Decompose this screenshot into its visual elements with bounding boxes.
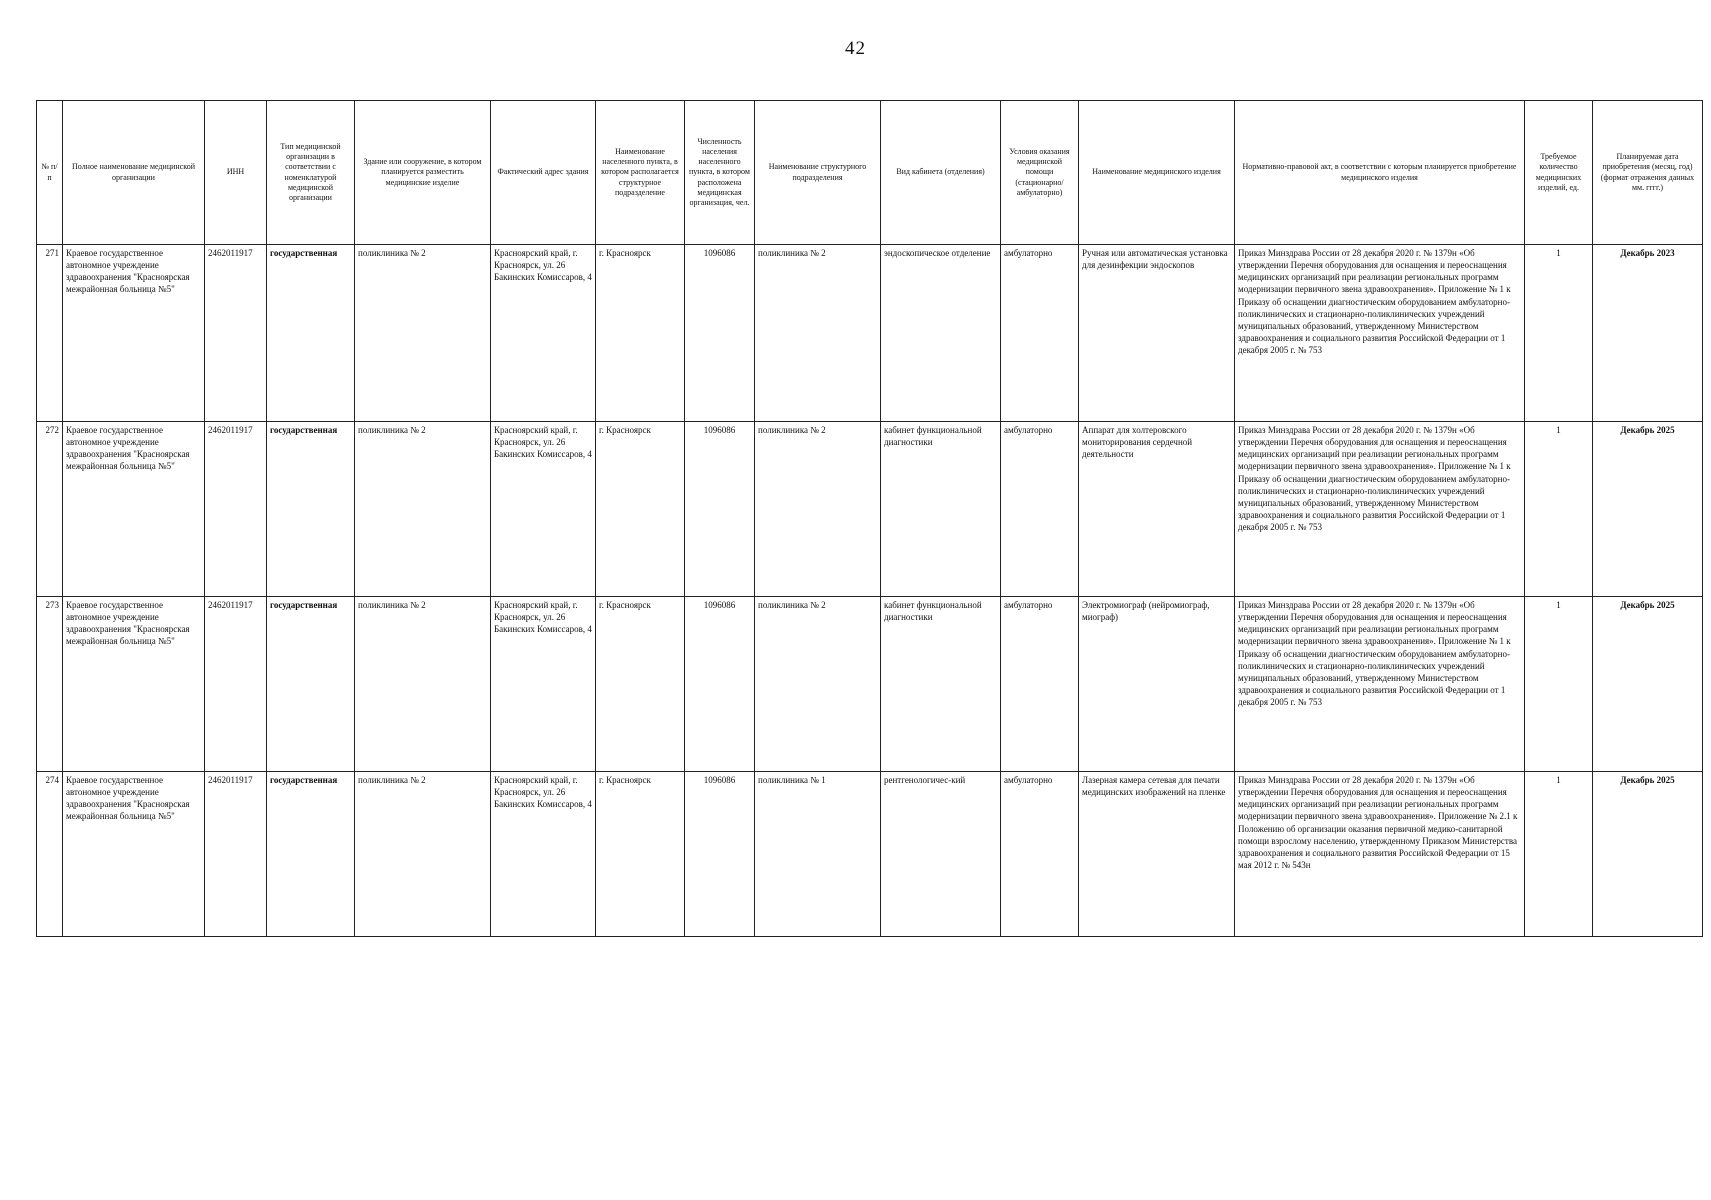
cell-conditions: амбулаторно bbox=[1001, 245, 1079, 422]
cell-subdivision: поликлиника № 1 bbox=[755, 772, 881, 937]
header-inn: ИНН bbox=[205, 101, 267, 245]
cell-subdivision: поликлиника № 2 bbox=[755, 597, 881, 772]
cell-inn: 2462011917 bbox=[205, 772, 267, 937]
cell-building: поликлиника № 2 bbox=[355, 245, 491, 422]
cell-locality: г. Красноярск bbox=[596, 597, 685, 772]
cell-population: 1096086 bbox=[685, 772, 755, 937]
header-cabinet: Вид кабинета (отделения) bbox=[881, 101, 1001, 245]
cell-qty: 1 bbox=[1525, 245, 1593, 422]
cell-device: Лазерная камера сетевая для печати медицинских изображений на пленке bbox=[1079, 772, 1235, 937]
cell-conditions: амбулаторно bbox=[1001, 422, 1079, 597]
header-device: Наименование медицинского изделия bbox=[1079, 101, 1235, 245]
cell-building: поликлиника № 2 bbox=[355, 422, 491, 597]
cell-inn: 2462011917 bbox=[205, 597, 267, 772]
equipment-table bbox=[36, 100, 1703, 937]
cell-org: Краевое государственное автономное учреждение здравоохранения "Красноярская межрайонная больница №5" bbox=[63, 245, 205, 422]
cell-qty: 1 bbox=[1525, 772, 1593, 937]
cell-locality: г. Красноярск bbox=[596, 422, 685, 597]
cell-cabinet: кабинет функциональной диагностики bbox=[881, 597, 1001, 772]
header-address: Фактический адрес здания bbox=[491, 101, 596, 245]
cell-population: 1096086 bbox=[685, 245, 755, 422]
cell-subdivision: поликлиника № 2 bbox=[755, 422, 881, 597]
cell-conditions: амбулаторно bbox=[1001, 597, 1079, 772]
cell-address: Красноярский край, г. Красноярск, ул. 26 Бакинских Комиссаров, 4 bbox=[491, 245, 596, 422]
table-row bbox=[37, 772, 1703, 937]
cell-act: Приказ Минздрава России от 28 декабря 2020 г. № 1379н «Об утверждении Перечня оборудования для оснащения и переоснащения медицинских организаций при реализации региональных программ модернизации первичного звена здравоохранения». Приложение № 1 к Приказу об оснащении диагностическим оборудованием амбулаторно-поликлинических и стационарно-поликлинических учреждений муниципальных образований, утвержденному Министерством здравоохранения и социального развития Российской Федерации от 1 декабря 2005 г. № 753 bbox=[1235, 597, 1525, 772]
cell-num: 273 bbox=[37, 597, 63, 772]
cell-address: Красноярский край, г. Красноярск, ул. 26 Бакинских Комиссаров, 4 bbox=[491, 772, 596, 937]
cell-date: Декабрь 2023 bbox=[1593, 245, 1703, 422]
cell-type: государственная bbox=[267, 772, 355, 937]
header-subdivision: Наименование структурного подразделения bbox=[755, 101, 881, 245]
cell-building: поликлиника № 2 bbox=[355, 772, 491, 937]
cell-device: Электромиограф (нейромиограф, миограф) bbox=[1079, 597, 1235, 772]
table-header-row bbox=[37, 101, 1703, 245]
cell-date: Декабрь 2025 bbox=[1593, 597, 1703, 772]
header-act: Нормативно-правовой акт, в соответствии с которым планируется приобретение медицинского изделия bbox=[1235, 101, 1525, 245]
cell-num: 274 bbox=[37, 772, 63, 937]
cell-address: Красноярский край, г. Красноярск, ул. 26 Бакинских Комиссаров, 4 bbox=[491, 422, 596, 597]
cell-act: Приказ Минздрава России от 28 декабря 2020 г. № 1379н «Об утверждении Перечня оборудования для оснащения и переоснащения медицинских организаций при реализации региональных программ модернизации первичного звена здравоохранения». Приложение № 2.1 к Положению об организации оказания первичной медико-санитарной помощи взрослому населению, утвержденному Приказом Министерства здравоохранения и социального развития Российской Федерации от 15 мая 2012 г. № 543н bbox=[1235, 772, 1525, 937]
cell-device: Аппарат для холтеровского мониторирования сердечной деятельности bbox=[1079, 422, 1235, 597]
header-locality: Наименование населенного пункта, в котором располагается структурное подразделение bbox=[596, 101, 685, 245]
cell-type: государственная bbox=[267, 597, 355, 772]
cell-locality: г. Красноярск bbox=[596, 772, 685, 937]
cell-type: государственная bbox=[267, 422, 355, 597]
cell-inn: 2462011917 bbox=[205, 422, 267, 597]
cell-cabinet: эндоскопическое отделение bbox=[881, 245, 1001, 422]
cell-org: Краевое государственное автономное учреждение здравоохранения "Красноярская межрайонная больница №5" bbox=[63, 772, 205, 937]
cell-qty: 1 bbox=[1525, 597, 1593, 772]
cell-qty: 1 bbox=[1525, 422, 1593, 597]
cell-conditions: амбулаторно bbox=[1001, 772, 1079, 937]
cell-date: Декабрь 2025 bbox=[1593, 422, 1703, 597]
cell-act: Приказ Минздрава России от 28 декабря 2020 г. № 1379н «Об утверждении Перечня оборудования для оснащения и переоснащения медицинских организаций при реализации региональных программ модернизации первичного звена здравоохранения». Приложение № 1 к Приказу об оснащении диагностическим оборудованием амбулаторно-поликлинических и стационарно-поликлинических учреждений муниципальных образований, утвержденному Министерством здравоохранения и социального развития Российской Федерации от 1 декабря 2005 г. № 753 bbox=[1235, 245, 1525, 422]
cell-date: Декабрь 2025 bbox=[1593, 772, 1703, 937]
cell-subdivision: поликлиника № 2 bbox=[755, 245, 881, 422]
header-population: Численность населения населенного пункта, в котором расположена медицинская организация, чел. bbox=[685, 101, 755, 245]
cell-inn: 2462011917 bbox=[205, 245, 267, 422]
cell-cabinet: кабинет функциональной диагностики bbox=[881, 422, 1001, 597]
page-number: 42 bbox=[845, 38, 866, 59]
header-date: Планируемая дата приобретения (месяц, год) (формат отражения данных мм. гггг.) bbox=[1593, 101, 1703, 245]
cell-org: Краевое государственное автономное учреждение здравоохранения "Красноярская межрайонная больница №5" bbox=[63, 597, 205, 772]
cell-address: Красноярский край, г. Красноярск, ул. 26 Бакинских Комиссаров, 4 bbox=[491, 597, 596, 772]
cell-population: 1096086 bbox=[685, 422, 755, 597]
cell-population: 1096086 bbox=[685, 597, 755, 772]
cell-building: поликлиника № 2 bbox=[355, 597, 491, 772]
cell-num: 272 bbox=[37, 422, 63, 597]
cell-type: государственная bbox=[267, 245, 355, 422]
header-conditions: Условия оказания медицинской помощи (стационарно/амбулаторно) bbox=[1001, 101, 1079, 245]
table-row bbox=[37, 422, 1703, 597]
header-num: № п/п bbox=[37, 101, 63, 245]
table-row bbox=[37, 597, 1703, 772]
table-row bbox=[37, 245, 1703, 422]
cell-device: Ручная или автоматическая установка для дезинфекции эндоскопов bbox=[1079, 245, 1235, 422]
header-building: Здание или сооружение, в котором планируется разместить медицинские изделие bbox=[355, 101, 491, 245]
header-org: Полное наименование медицинской организации bbox=[63, 101, 205, 245]
header-type: Тип медицинской организации в соответствии с номенклатурой медицинской организации bbox=[267, 101, 355, 245]
cell-act: Приказ Минздрава России от 28 декабря 2020 г. № 1379н «Об утверждении Перечня оборудования для оснащения и переоснащения медицинских организаций при реализации региональных программ модернизации первичного звена здравоохранения». Приложение № 1 к Приказу об оснащении диагностическим оборудованием амбулаторно-поликлинических и стационарно-поликлинических учреждений муниципальных образований, утвержденному Министерством здравоохранения и социального развития Российской Федерации от 1 декабря 2005 г. № 753 bbox=[1235, 422, 1525, 597]
cell-locality: г. Красноярск bbox=[596, 245, 685, 422]
cell-org: Краевое государственное автономное учреждение здравоохранения "Красноярская межрайонная больница №5" bbox=[63, 422, 205, 597]
cell-num: 271 bbox=[37, 245, 63, 422]
header-qty: Требуемое количество медицинских изделий, ед. bbox=[1525, 101, 1593, 245]
cell-cabinet: рентгенологичес-кий bbox=[881, 772, 1001, 937]
